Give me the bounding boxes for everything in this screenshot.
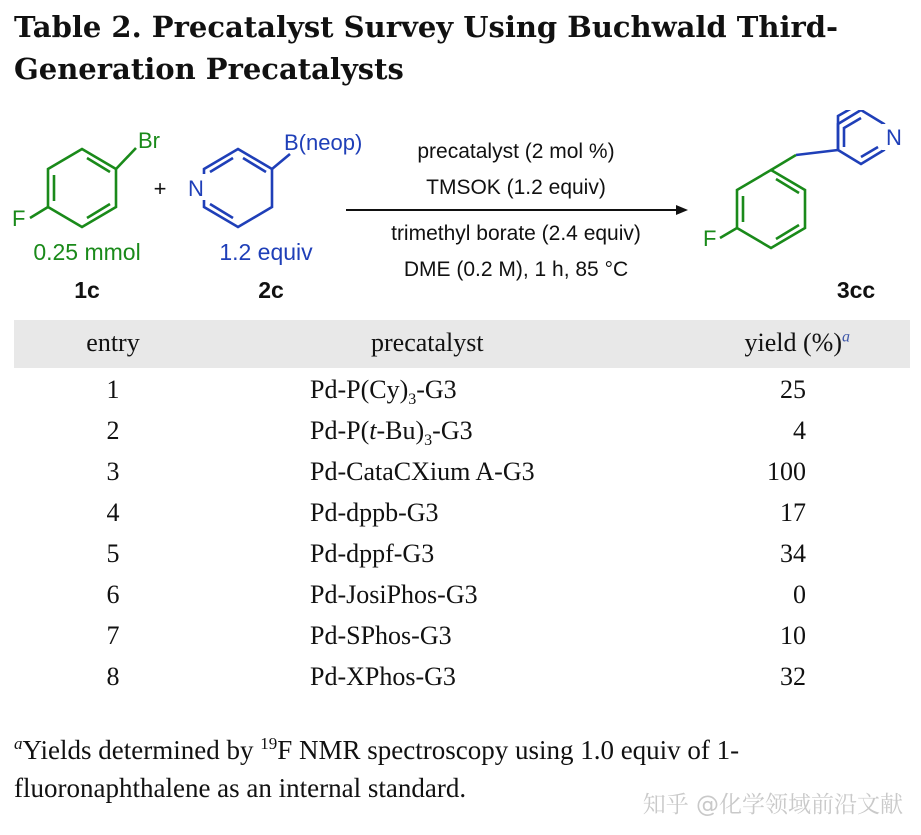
table-title: Table 2. Precatalyst Survey Using Buchwald Third-Generation Precatalysts	[14, 10, 839, 86]
entry-cell: 8	[106, 662, 120, 691]
precatalyst-cell: Pd-dppf-G3	[310, 539, 435, 568]
bromine-label: Br	[138, 128, 160, 153]
fluorine-label-1: F	[12, 206, 26, 231]
yield-cell: 17	[780, 498, 806, 527]
reactant-2-id: 2c	[258, 277, 284, 303]
pyridine-ring-1	[204, 149, 272, 227]
table-row	[14, 452, 910, 493]
header-precatalyst: precatalyst	[371, 328, 484, 357]
entry-cell: 4	[106, 498, 120, 527]
yield-cell: 34	[780, 539, 806, 568]
precatalyst-cell: $Pd-P(Cy)_3-G3$	[310, 375, 457, 409]
entry-cell: 6	[106, 580, 120, 609]
product-pyridine	[838, 110, 884, 164]
precatalyst-cell: $Pd-P(t-Bu)_3-G3$	[310, 416, 473, 450]
yield-cell: 0	[793, 580, 806, 609]
reaction-scheme	[0, 110, 921, 320]
header-yield: yield (%)$^a$	[744, 328, 850, 357]
reactant-2-structure	[204, 149, 290, 227]
entry-cell: 2	[106, 416, 120, 445]
entry-cell: 7	[106, 621, 120, 650]
table-row	[14, 657, 910, 698]
entry-cell: 5	[106, 539, 120, 568]
precatalyst-cell: Pd-SPhos-G3	[310, 621, 452, 650]
table-row	[14, 575, 910, 616]
condition-2: TMSOK (1.2 equiv)	[426, 176, 606, 199]
table-row	[14, 370, 910, 411]
precatalyst-cell: Pd-dppb-G3	[310, 498, 439, 527]
boronate-label: B(neop)	[284, 130, 363, 155]
precatalyst-cell: Pd-CataCXium A-G3	[310, 457, 535, 486]
nitrogen-label-2: N	[886, 125, 902, 150]
entry-cell: 3	[106, 457, 120, 486]
footnote: $^a$Yields determined by $^{19}$F NMR spectroscopy using 1.0 equiv of 1-fluoronaphthalene as an internal standard.	[14, 734, 740, 803]
nitrogen-label-1: N	[188, 176, 204, 201]
reactant-1-amount: 0.25 mmol	[33, 239, 141, 265]
table-row	[14, 616, 910, 657]
precatalyst-cell: Pd-JosiPhos-G3	[310, 580, 478, 609]
fluorine-label-2: F	[703, 226, 717, 251]
table-row	[14, 534, 910, 575]
yield-cell: 32	[780, 662, 806, 691]
header-entry: entry	[86, 328, 140, 357]
product-structure	[720, 110, 906, 248]
yield-cell: 25	[780, 375, 806, 404]
yield-cell: 100	[767, 457, 806, 486]
yield-cell: 10	[780, 621, 806, 650]
watermark: 知乎 @化学领域前沿文献	[642, 792, 903, 818]
table-row	[14, 493, 910, 534]
condition-3: trimethyl borate (2.4 equiv)	[391, 222, 641, 245]
condition-1: precatalyst (2 mol %)	[417, 140, 615, 163]
table-header	[14, 320, 910, 368]
yield-cell: 4	[793, 416, 806, 445]
footnote-marker: a	[842, 328, 850, 346]
plus-sign: +	[153, 176, 167, 201]
benzene-ring-2	[737, 170, 805, 248]
table-row	[14, 411, 910, 452]
reactant-2-amount: 1.2 equiv	[219, 239, 313, 265]
reactant-1-id: 1c	[74, 277, 100, 303]
product-id: 3cc	[836, 277, 876, 303]
reactant-1-structure	[30, 148, 136, 227]
entry-cell: 1	[106, 375, 120, 404]
precatalyst-cell: Pd-XPhos-G3	[310, 662, 456, 691]
benzene-ring-1	[48, 149, 116, 227]
condition-4: DME (0.2 M), 1 h, 85 °C	[403, 258, 629, 281]
